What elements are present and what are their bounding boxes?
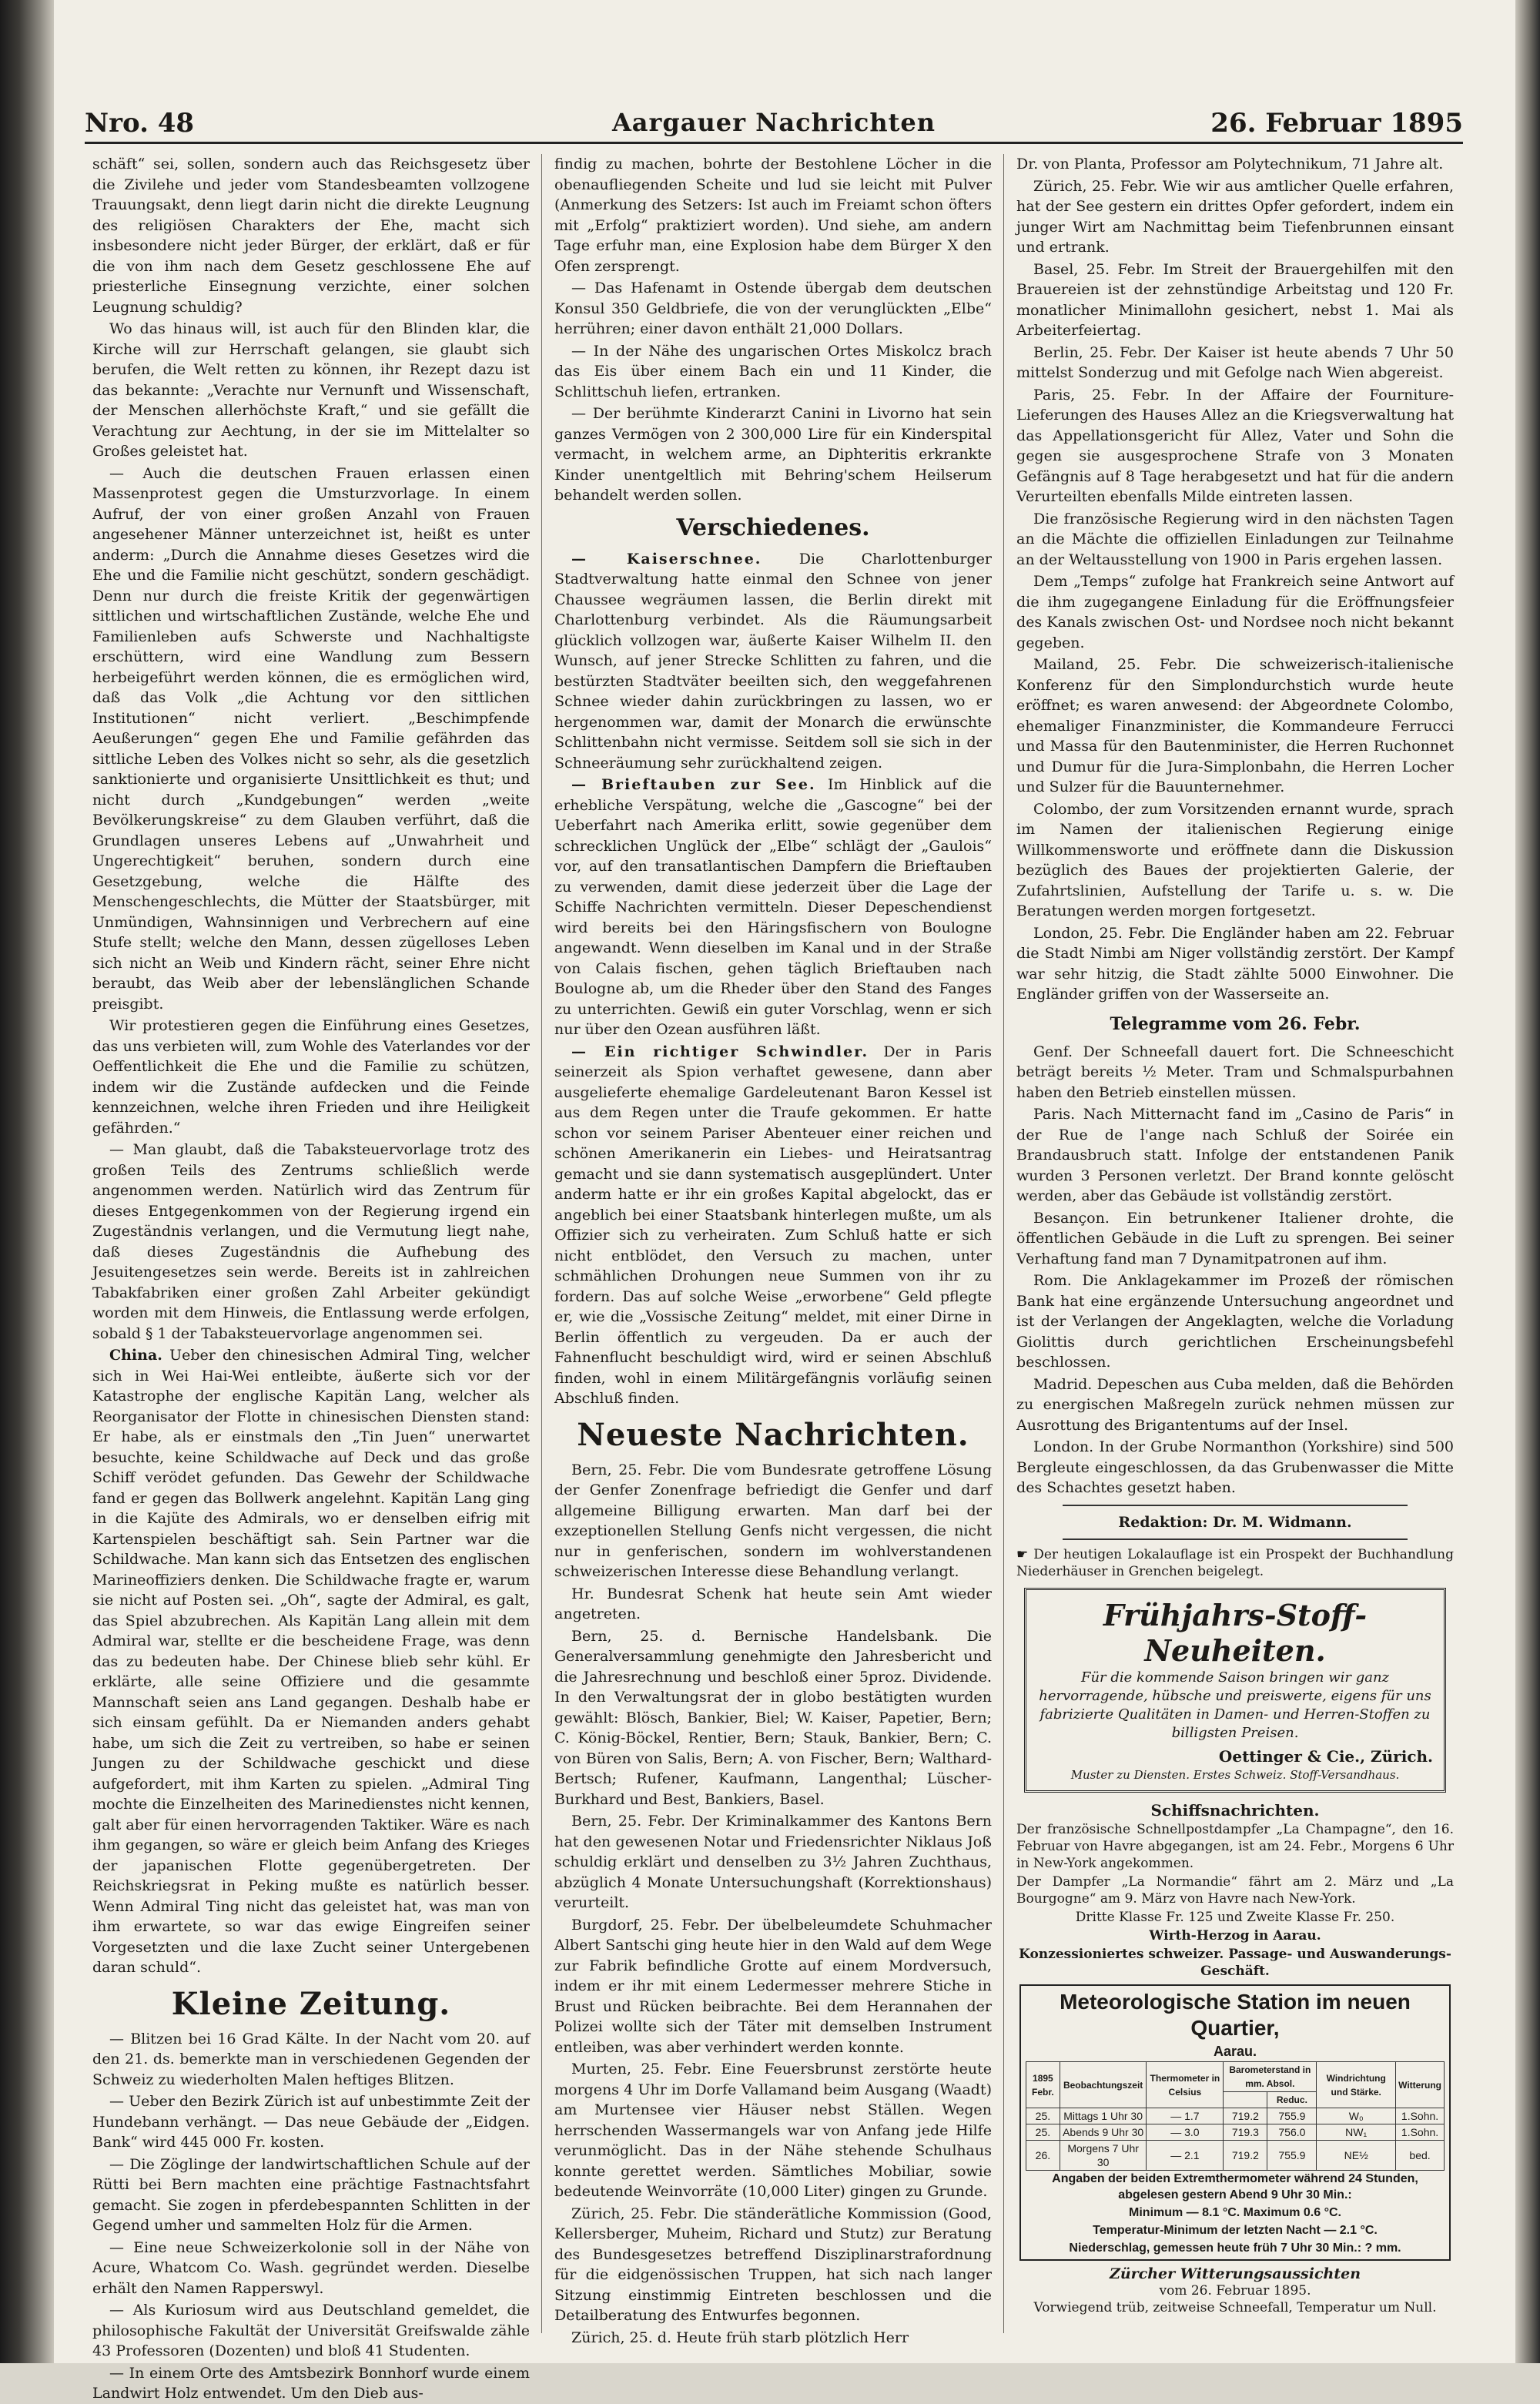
telegram-item: Besançon. Ein betrunkener Italiener drohte, die öffentlichen Gebäude in die Luft zu sprengen. Bei seiner Verhaftung fand man 7 Dynamitpatronen auf ihm. xyxy=(1016,1209,1454,1267)
weather-note: Angaben der beiden Extremthermometer während 24 Stunden, abgelesen gestern Abend 9 Uhr 30 Min.: xyxy=(1052,2172,1418,2201)
news-item: Zürich, 25. Febr. Wie wir aus amtlicher Quelle erfahren, hat der See gestern ein drittes Opfer gefordert, indem ein junger Wirt am Nachmittag beim Tiefenbrunnen einsant und ertrank. xyxy=(1016,177,1454,256)
forecast-text: Vorwiegend trüb, zeitweise Schneefall, Temperatur um Null. xyxy=(1033,2300,1437,2315)
article-paragraph: schäft“ sei, sollen, sondern auch das Reichsgesetz über die Zivilehe und jeder vom Standesbeamten vollzogene Trauungsakt, denn liegt darin nicht die direkte Leugnung des religiösen Charakters der Ehe, macht sich insbesondere nicht jeder Bürger, der erklärt, daß er für die von ihm nach dem Gesetz geschlossene Ehe auf priesterliche Einsegnung verzichte, einer solchen Leugnung schuldig? xyxy=(92,156,530,316)
column-header: Thermometer in Celsius xyxy=(1147,2062,1224,2108)
supplement-note: ☛ Der heutigen Lokalauflage ist ein Prospekt der Buchhandlung Niederhäuser in Grenchen beigelegt. xyxy=(1016,1547,1454,1579)
forecast-heading: Zürcher Witterungsaussichten xyxy=(1109,2265,1361,2282)
column-header xyxy=(1224,2092,1267,2108)
news-item: Bern, 25. Febr. Der Kriminalkammer des Kantons Bern hat den gewesenen Notar und Friedensrichter Niklaus Joß schuldig erklärt und denselben zu 3½ Jahren Zuchthaus, abzüglich 4 Monate Untersuchungshaft (Korrektionshaus) verurteilt. xyxy=(554,1813,992,1911)
news-item: Bern, 25. d. Bernische Handelsbank. Die Generalversammlung genehmigte den Jahresbericht und die Jahresrechnung und beschloß einer 5proz. Dividende. In den Verwaltungsrat der in globo bestätigten wurden gewählt: Blösch, Bankier, Biel; W. Kaiser, Papetier, Bern; C. König-Böckel, Rentier, Bern; Stauk, Bankier, Bern; C. von Büren von Salis, Bern; A. von Fischer, Bern; Walthard-Bertsch; Rufener, Kaufmann, Langenthal; Lüscher-Burkhard und Best, Bankiers, Basel. xyxy=(554,1627,992,1808)
table-row xyxy=(1026,2108,1445,2124)
shipping-notice xyxy=(1016,1800,1454,1980)
telegram-item: Rom. Die Anklagekammer im Prozeß der römischen Bank hat eine ergänzende Untersuchung angeordnet und ist der Verlangen der Angeklagten, welche die Vorladung Giolittis durch gerichtlichen Erscheinungsbefehl beschlossen. xyxy=(1016,1272,1454,1371)
shipping-heading: Schiffsnachrichten. xyxy=(1150,1801,1320,1820)
table-cell: bed. xyxy=(1396,2141,1445,2171)
scan-edge-left xyxy=(0,0,54,2363)
table-cell: 1.Sohn. xyxy=(1396,2108,1445,2124)
article-paragraph: — Man glaubt, daß die Tabaksteuervorlage trotz des großen Teils des Zentrums schließlich werde angenommen werden. Natürlich wird das Zentrum für dieses Entgegenkommen von der Regierung irgend ein Zugeständnis verlangen, und die Vermutung liegt nahe, daß dieses Zugeständnis die Aufhebung des Jesuitengesetzes sein werde. Bereits ist in zahlreichen Tabakfabriken einer großen Zahl Arbeiter gekündigt worden mit dem Hinweis, die Entlassung werde erfolgen, sobald § 1 der Tabaksteuervorlage angenommen sei. xyxy=(92,1141,530,1342)
table-cell: — 2.1 xyxy=(1147,2141,1224,2171)
column-rule xyxy=(541,154,542,2333)
news-item: — Als Kuriosum wird aus Deutschland gemeldet, die philosophische Fakultät der Universität Greifswalde zähle 43 Professoren (Dozenten) und bloß 41 Studenten. xyxy=(92,2302,530,2359)
shipping-line: Der Dampfer „La Normandie“ fährt am 2. März und „La Bourgogne“ am 9. März von Havre nach New-York. xyxy=(1016,1873,1454,1907)
editor-credit: Redaktion: Dr. M. Widmann. xyxy=(1118,1513,1352,1531)
table-cell: 1.Sohn. xyxy=(1396,2124,1445,2141)
page-header xyxy=(85,108,1463,144)
telegram-item: Madrid. Depeschen aus Cuba melden, daß die Behörden zu energischen Maßregeln zurück nehmen müssen zur Ausrottung des Brigantentums auf der Insel. xyxy=(1016,1375,1454,1434)
table-cell: — 3.0 xyxy=(1147,2124,1224,2141)
table-cell: 755.9 xyxy=(1267,2141,1317,2171)
weather-title: Meteorologische Station im neuen Quartier, xyxy=(1060,1989,1411,2040)
shipping-line: Konzessioniertes schweizer. Passage- und Auswanderungs-Geschäft. xyxy=(1019,1946,1451,1979)
news-item: Burgdorf, 25. Febr. Der übelbeleumdete Schuhmacher Albert Santschi ging heute hier in den Wald auf dem Wege zur Fabrik befindliche Grotte auf einem Mordversuch, indem er ihr mit einem Ledermesser mehrere Stiche in Brust und Rücken beibrachte. Bei dem Herannahen der Polizei wollte sich der Täter mit demselben Instrument entleiben, was aber verhindert werden konnte. xyxy=(554,1916,992,2056)
article-paragraph: Wir protestieren gegen die Einführung eines Gesetzes, das uns verbieten will, zum Wohle des Vaterlandes vor der Oeffentlichkeit die Ehe und die Familie zu schützen, indem wir die Zustände aufdecken und die Feinde kennzeichnen, welche ihren Frieden und ihre Heiligkeit gefährden.“ xyxy=(92,1017,530,1137)
news-item: Paris, 25. Febr. In der Affaire der Fourniture-Lieferungen des Hauses Allez an die Kriegsverwaltung hat das Appellationsgericht für Allez, Vater und Sohn die gegen sie ausgesprochene Strafe von 3 Monaten Gefängnis auf 8 Tage herabgesetzt und hat für die andern Verurteilten ebenfalls Milde eintreten lassen. xyxy=(1016,386,1454,505)
news-item: — Blitzen bei 16 Grad Kälte. In der Nacht vom 20. auf den 21. ds. bemerkte man in verschiedenen Gegenden der Schweiz zu wiederholten Malen heftiges Blitzen. xyxy=(92,2030,530,2088)
column-header: Beobachtungszeit xyxy=(1060,2062,1147,2108)
column-header: Windrichtung und Stärke. xyxy=(1317,2062,1396,2108)
masthead-title: Aargauer Nachrichten xyxy=(611,108,936,137)
scan-edge-right xyxy=(1515,0,1540,2363)
news-item: — In einem Orte des Amtsbezirk Bonnhorf wurde einem Landwirt Holz entwendet. Um den Dieb aus- xyxy=(92,2364,530,2402)
table-cell: NE½ xyxy=(1317,2141,1396,2171)
table-cell: 25. xyxy=(1026,2124,1060,2141)
news-item: Murten, 25. Febr. Eine Feuersbrunst zerstörte heute morgens 4 Uhr im Dorfe Vallamand beim Ausgang (Waadt) am Murtensee vier Häuser nebst Ställen. Wegen herrschenden Wassermangels war von Anfang jede Hilfe verunmöglicht. Das in der Nähe stehende Schulhaus konnte gerettet werden. Sämtliches Mobiliar, sowie bedeutende Weinvorräte (10,000 Liter) gingen zu Grunde. xyxy=(554,2061,992,2200)
weather-forecast xyxy=(1016,2265,1454,2316)
news-item xyxy=(554,549,992,774)
article-lead: China. xyxy=(109,1347,162,1364)
table-cell: 719.2 xyxy=(1224,2141,1267,2171)
column-2 xyxy=(554,154,993,2346)
table-cell: 755.9 xyxy=(1267,2108,1317,2124)
news-item: Die französische Regierung wird in den nächsten Tagen an die Mächte die offiziellen Einladungen zur Teilnahme an der Weltausstellung von 1900 in Paris ergehen lassen. xyxy=(1016,510,1454,568)
news-item: Dr. von Planta, Professor am Polytechnikum, 71 Jahre alt. xyxy=(1016,156,1444,172)
telegram-item: Paris. Nach Mitternacht fand im „Casino de Paris“ in der Rue de l'ange nach Schluß der Soirée ein Brandausbruch statt. Infolge der entstandenen Panik wurden 3 Personen verletzt. Der Brand konnte gelöscht werden, aber das Gebäude ist vollständig zerstört. xyxy=(1016,1106,1454,1204)
column-header: Witterung xyxy=(1396,2062,1445,2108)
table-cell: 26. xyxy=(1026,2141,1060,2171)
item-text: Die Charlottenburger Stadtverwaltung hatte einmal den Schnee von jener Chaussee wegräumen lassen, die Berlin direkt mit Charlottenburg verbindet. Als die Räumungsarbeit glücklich vollzogen war, äußerte Kaiser Wilhelm II. den Wunsch, auf jener Strecke Schlitten zu fahren, und die bestürzten Stadtväter beeilten sich, den weggefahrenen Schnee wieder dahin zurückbringen zu lassen, wo er hergenommen war, damit der Monarch die erwünschte Schlittenbahn nicht vermisse. Seitdem soll sie sich in der Schneeräumung sehr zurückhaltend zeigen. xyxy=(554,550,992,772)
table-cell: Morgens 7 Uhr 30 xyxy=(1060,2141,1147,2171)
table-cell: 719.3 xyxy=(1224,2124,1267,2141)
section-heading: Neueste Nachrichten. xyxy=(577,1416,969,1453)
news-item xyxy=(554,1042,992,1409)
news-item: Colombo, der zum Vorsitzenden ernannt wurde, sprach im Namen der italienischen Regierung einige Willkommensworte und eröffnete dann die Diskussion bezüglich des Baues der projektierten Galerie, der Zufahrtslinien, Aufstellung der Tarife u. s. w. Die Beratungen werden morgen fortgesetzt. xyxy=(1016,800,1454,919)
news-item: Zürich, 25. Febr. Die ständerätliche Kommission (Good, Kellersberger, Muheim, Richard und Stutz) zur Beratung des Bundesgesetzes betreffend Disziplinarstrafordnung für die eidgenössischen Truppen, hat sich nach langer Sitzung einstimmig Eintreten beschlossen und die Detailberatung des Entwurfes begonnen. xyxy=(554,2205,992,2324)
telegram-item: London. In der Grube Normanthon (Yorkshire) sind 500 Bergleute eingeschlossen, da das Grubenwasser die Mitte des Schachtes gesetzt haben. xyxy=(1016,1438,1454,1496)
column-rule xyxy=(1003,154,1004,2333)
article-text: Ueber den chinesischen Admiral Ting, welcher sich in Wei Hai-Wei entleibte, äußerte sich vor der Katastrophe der englische Kapitän Lang, welcher als Reorganisator der Flotte in chinesischen Diensten stand: Er habe, als er einstmals den „Tin Juen“ unerwartet besuchte, keine Schildwache auf Deck und das große Schiff verödet gefunden. Das Gewehr der Schildwache fand er gegen das Bollwerk angelehnt. Kapitän Lang ging in die Kajüte des Admirals, wo er denselben eifrig mit Kartenspielen beschäftigt sah. Sein Partner war die Schildwache. Man kann sich das Entsetzen des englischen Marineoffiziers denken. Die Schildwache fragte er, warum sie nicht auf Posten sei. „Oh“, sagte der Admiral, es galt, das Spiel abzubrechen. Als Kapitän Lang allein mit dem Admiral war, stellte er die bescheidene Frage, was denn das zu bedeuten habe. Der Chinese blieb sehr kühl. Er erklärte, alle seine Offiziere und die gesammte Mannschaft seien ans Land gegangen. Deshalb habe er sich einsam gefühlt. Da er Niemanden anders gehabt habe, um sich die Zeit zu vertreiben, so habe er seinen Jungen zu der Schildwache geschickt und diese aufgefordert, mit ihm Karten zu spielen. „Admiral Ting mochte die Einzelheiten des Marinedienstes nicht kennen, galt aber für einen hervorragenden Taktiker. Wäre es nach ihm gegangen, so wäre er gleich beim Anfang des Krieges der japanischen Flotte gegenübergetreten. Der Reichskriegsrat in Peking mußte es natürlich besser. Wenn Admiral Ting nicht das geleistet hat, was man von ihm erwartete, so war das ewige Eingreifen seiner Vorgesetzten und die laxe Zucht seiner Untergebenen daran schuld“. xyxy=(92,1347,530,1976)
article-paragraph: — Der berühmte Kinderarzt Canini in Livorno hat sein ganzes Vermögen von 2 300,000 Lire für ein Kinderspital vermacht, in welchem arme, an Diphteritis erkrankte Kinder unentgeltlich mit Behring'schem Heilserum behandelt werden sollen. xyxy=(554,405,992,504)
weather-note: Minimum — 8.1 °C. Maximum 0.6 °C. xyxy=(1129,2206,1341,2219)
newspaper-page xyxy=(54,0,1515,2402)
article-paragraph xyxy=(92,1345,530,1978)
table-row xyxy=(1026,2141,1445,2171)
article-paragraph: Wo das hinaus will, ist auch für den Blinden klar, die Kirche will zur Herrschaft gelangen, sie glaubt sich berufen, die Welt retten zu können, ihr Rezept dazu ist das bekannte: „Verachte nur Vernunft und Wissenschaft, der Menschen allerhöchste Kraft,“ und sie gefällt die Verachtung zur Aechtung, in der sie im Mittelalter so Großes geleistet hat. xyxy=(92,320,530,460)
telegram-item: Genf. Der Schneefall dauert fort. Die Schneeschicht beträgt bereits ½ Meter. Tram und Schmalspurbahnen haben den Betrieb einstellen müssen. xyxy=(1016,1043,1454,1101)
section-heading: Kleine Zeitung. xyxy=(171,1985,451,2022)
weather-note: Niederschlag, gemessen heute früh 7 Uhr 30 Min.: ? mm. xyxy=(1069,2242,1401,2255)
table-cell: Mittags 1 Uhr 30 xyxy=(1060,2108,1147,2124)
weather-station-box xyxy=(1019,1984,1451,2262)
table-cell: 25. xyxy=(1026,2108,1060,2124)
item-lead: — Ein richtiger Schwindler. xyxy=(571,1043,869,1060)
table-cell: NW₁ xyxy=(1317,2124,1396,2141)
divider xyxy=(1063,1505,1408,1506)
news-item: Berlin, 25. Febr. Der Kaiser ist heute abends 7 Uhr 50 mittelst Sonderzug und mit Gefolge nach Wien abgereist. xyxy=(1016,343,1454,381)
shipping-line: Der französische Schnellpostdampfer „La Champagne“, den 16. Februar von Havre abgegangen, ist am 24. Febr., Morgens 6 Uhr in New-York angekommen. xyxy=(1016,1821,1454,1871)
shipping-line: Dritte Klasse Fr. 125 und Zweite Klasse Fr. 250. xyxy=(1075,1909,1395,1925)
news-item: — Ueber den Bezirk Zürich ist auf unbestimmte Zeit der Hundebann verhängt. — Das neue Gebäude der „Eidgen. Bank“ wird 445 000 Fr. kosten. xyxy=(92,2093,530,2151)
section-heading: Verschiedenes. xyxy=(676,514,870,541)
ad-text: Für die kommende Saison bringen wir ganz hervorragende, hübsche und preiswerte, eigens für uns fabrizierte Qualitäten in Damen- und Herren-Stoffen zu billigsten Preisen. xyxy=(1039,1669,1431,1741)
article-paragraph: — In der Nähe des ungarischen Ortes Miskolcz brach das Eis über einem Bach ein und 11 Kinder, die Schlittschuh liefen, ertranken. xyxy=(554,342,992,400)
column-3 xyxy=(1016,154,1454,2333)
article-paragraph: findig zu machen, bohrte der Bestohlene Löcher in die obenaufliegenden Scheite und lud sie leicht mit Pulver (Anmerkung des Setzers: Ist auch im Freiamt schon öfters mit „Erfolg“ praktiziert worden). Und siehe, am andern Tage erfuhr man, eine Explosion habe dem Bürger X den Ofen zersprengt. xyxy=(554,156,992,275)
table-cell: Abends 9 Uhr 30 xyxy=(1060,2124,1147,2141)
news-item xyxy=(554,775,992,1040)
article-paragraph: — Auch die deutschen Frauen erlassen einen Massenprotest gegen die Umsturzvorlage. In einem Aufruf, der von einer großen Anzahl von Frauen angesehener Männer unterzeichnet ist, heißt es unter anderm: „Durch die Annahme dieses Gesetzes wird die Ehe und die Familie nicht geschützt, sondern geschädigt. Denn nur durch die freiste Kritik der gegenwärtigen sittlichen und wirtschaftlichen Zustände, welche Ehe und Familienleben aufs Schwerste und Nachhaltigste erschüttern, wird eine Wandlung zum Bessern herbeigeführt werden können, die es ermöglichen wird, daß das Volk „die Achtung vor den sittlichen Institutionen“ nicht verliert. „Beschimpfende Aeußerungen“ gegen Ehe und Familie gefährden das sittliche Leben des Volkes nicht so sehr, als die gesetzlich sanktionierte und organisierte Unsittlichkeit es thut; und nicht durch „Kundgebungen“ werden „weite Bevölkerungskreise“ zu dem Glauben verführt, daß die Grundlagen unseres Lebens auf „Unwahrheit und Ungerechtigkeit“ beruhen, sondern durch eine Gesetzgebung, welche die Hälfte des Menschengeschlechts, die Mütter der Staatsbürger, mit Unmündigen, Wahnsinnigen und Verbrechern auf eine Stufe stellt; welche den Mann, dessen zügelloses Leben sich nicht an Weib und Kindern rächt, seiner Ehre nicht beraubt, das Weib aber der lebenslänglichen Schande preisgibt. xyxy=(92,464,530,1013)
ad-firm: Oettinger & Cie., Zürich. xyxy=(1218,1747,1433,1766)
issue-number: Nro. 48 xyxy=(85,108,195,139)
table-cell: — 1.7 xyxy=(1147,2108,1224,2124)
ad-footer: Muster zu Diensten. Erstes Schweiz. Stoff-Versandhaus. xyxy=(1070,1768,1400,1782)
news-item: Zürich, 25. d. Heute früh starb plötzlich Herr xyxy=(571,2329,909,2346)
shipping-agent: Wirth-Herzog in Aarau. xyxy=(1149,1927,1321,1944)
item-lead: — Kaiserschnee. xyxy=(571,550,762,568)
column-header: Barometerstand in mm. Absol. xyxy=(1224,2062,1317,2092)
table-cell: W₀ xyxy=(1317,2108,1396,2124)
ad-title: Frühjahrs-Stoff-Neuheiten. xyxy=(1103,1598,1368,1668)
section-heading: Telegramme vom 26. Febr. xyxy=(1110,1013,1361,1034)
table-cell: 756.0 xyxy=(1267,2124,1317,2141)
table-header-row xyxy=(1026,2062,1445,2092)
table-cell: 719.2 xyxy=(1224,2108,1267,2124)
article-paragraph: — Das Hafenamt in Ostende übergab dem deutschen Konsul 350 Geldbriefe, die von der verunglückten „Elbe“ herrühren; einer davon enthält 21,000 Dollars. xyxy=(554,280,992,337)
divider xyxy=(1063,1538,1408,1540)
forecast-date: vom 26. Februar 1895. xyxy=(1159,2283,1311,2299)
news-item: Bern, 25. Febr. Die vom Bundesrate getroffene Lösung der Genfer Zonenfrage befriedigt die Genfer und darf allgemeine Billigung erwarten. Man darf bei der exzeptionellen Stellung Genfs nicht vergessen, die nicht nur in genferischen, sondern im wohlverstandenen schweizerischen Interesse diese Behandlung verlangt. xyxy=(554,1461,992,1580)
advertisement xyxy=(1024,1588,1446,1793)
column-header: Reduc. xyxy=(1267,2092,1317,2108)
weather-place: Aarau. xyxy=(1213,2043,1257,2059)
weather-note: Temperatur-Minimum der letzten Nacht — 2.1 °C. xyxy=(1093,2224,1378,2237)
item-lead: — Brieftauben zur See. xyxy=(571,776,816,793)
weather-table xyxy=(1026,2061,1445,2171)
table-row xyxy=(1026,2124,1445,2141)
news-item: Hr. Bundesrat Schenk hat heute sein Amt wieder angetreten. xyxy=(554,1585,992,1622)
item-text: Der in Paris seinerzeit als Spion verhaftet gewesene, dann aber ausgelieferte ehemalige Gardeleutenant Baron Kessel ist aus dem Regen unter die Traufe gekommen. Er hatte schon vor seinem Pariser Abenteuer einer reichen und schönen Amerikanerin ein Liebes- und Heiratsantrag gemacht und sie dann systematisch ausgeplündert. Unter anderm hatte er ihr ein großes Kapital abgelockt, das er angeblich bei einer Staatsbank hinterlegen mußte, um als Offizier sich zu verheiraten. Zum Schluß hatte er sich nicht entblödet, den Versuch zu machen, unter schmählichen Drohungen neue Summen von ihr zu fordern. Das auf solche Weise „erworbene“ Geld pflegte er, wie die „Vossische Zeitung“ meldet, mit einer Dirne in Berlin öffentlich zu vergeuden. Da er auch der Fahnenflucht beschuldigt wird, wird er seinen Abschluß finden, wohl in einem Militärgefängnis vorläufig seinen Abschluß finden. xyxy=(554,1043,993,1407)
column-1 xyxy=(92,154,530,2402)
news-item: Basel, 25. Febr. Im Streit der Brauergehilfen mit den Brauereien ist der zehnstündige Arbeitstag und 120 Fr. monatlicher Minimallohn gesichert, nebst 1. Mai als Arbeiterfeiertag. xyxy=(1016,260,1454,339)
news-item: London, 25. Febr. Die Engländer haben am 22. Februar die Stadt Nimbi am Niger vollständig zerstört. Der Kampf war sehr hitzig, die Stadt zählte 5000 Einwohner. Die Engländer griffen von der Wasserseite an. xyxy=(1016,924,1454,1003)
column-header: 1895 Febr. xyxy=(1026,2062,1060,2108)
news-item: — Eine neue Schweizerkolonie soll in der Nähe von Acure, Whatcom Co. Wash. gegründet werden. Dieselbe erhält den Namen Rapperswyl. xyxy=(92,2238,530,2297)
news-item: Mailand, 25. Febr. Die schweizerisch-italienische Konferenz für den Simplondurchstich wurde heute eröffnet; es waren anwesend: der Abgeordnete Colombo, ehemaliger Finanzminister, die Kommandeure Ferrucci und Massa für den Bautenminister, die Herren Ruchonnet und Dumur für die Jura-Simplonbahn, die Herren Locher und Sulzer für die Bauunternehmer. xyxy=(1016,656,1454,795)
item-text: Im Hinblick auf die erhebliche Verspätung, welche die „Gascogne“ bei der Ueberfahrt nach Amerika erlitt, sowie gegenüber dem schrecklichen Unglück der „Elbe“ schlägt der „Gaulois“ vor, auf den transatlantischen Dampfern die Brieftauben zu verwenden, damit diese jederzeit über die Lage der Schiffe Nachrichten vermitteln. Dieser Depeschendienst wird bereits bei den Häringsfischern von Boulogne angewandt. Wenn dieselben im Kanal und in der Straße von Calais fischen, gehen täglich Brieftauben nach Boulogne ab, um die Rheder über den Stand des Fanges zu unterrichten. Gewiß ein guter Vorschlag, wenn er sich nur über den Ozean ausführen läßt. xyxy=(554,776,993,1038)
news-item: — Die Zöglinge der landwirtschaftlichen Schule auf der Rütti bei Bern machten eine prächtige Fastnachtsfahrt gemacht. Sie zogen in pferdebespannten Schlitten in der Gegend umher und sammelten Holz für die Armen. xyxy=(92,2155,530,2234)
issue-date: 26. Februar 1895 xyxy=(1210,108,1463,139)
news-item: Dem „Temps“ zufolge hat Frankreich seine Antwort auf die ihm zugegangene Einladung für die Eröffnungsfeier des Kanals zwischen Ost- und Nordsee noch nicht bekannt gegeben. xyxy=(1016,573,1454,651)
